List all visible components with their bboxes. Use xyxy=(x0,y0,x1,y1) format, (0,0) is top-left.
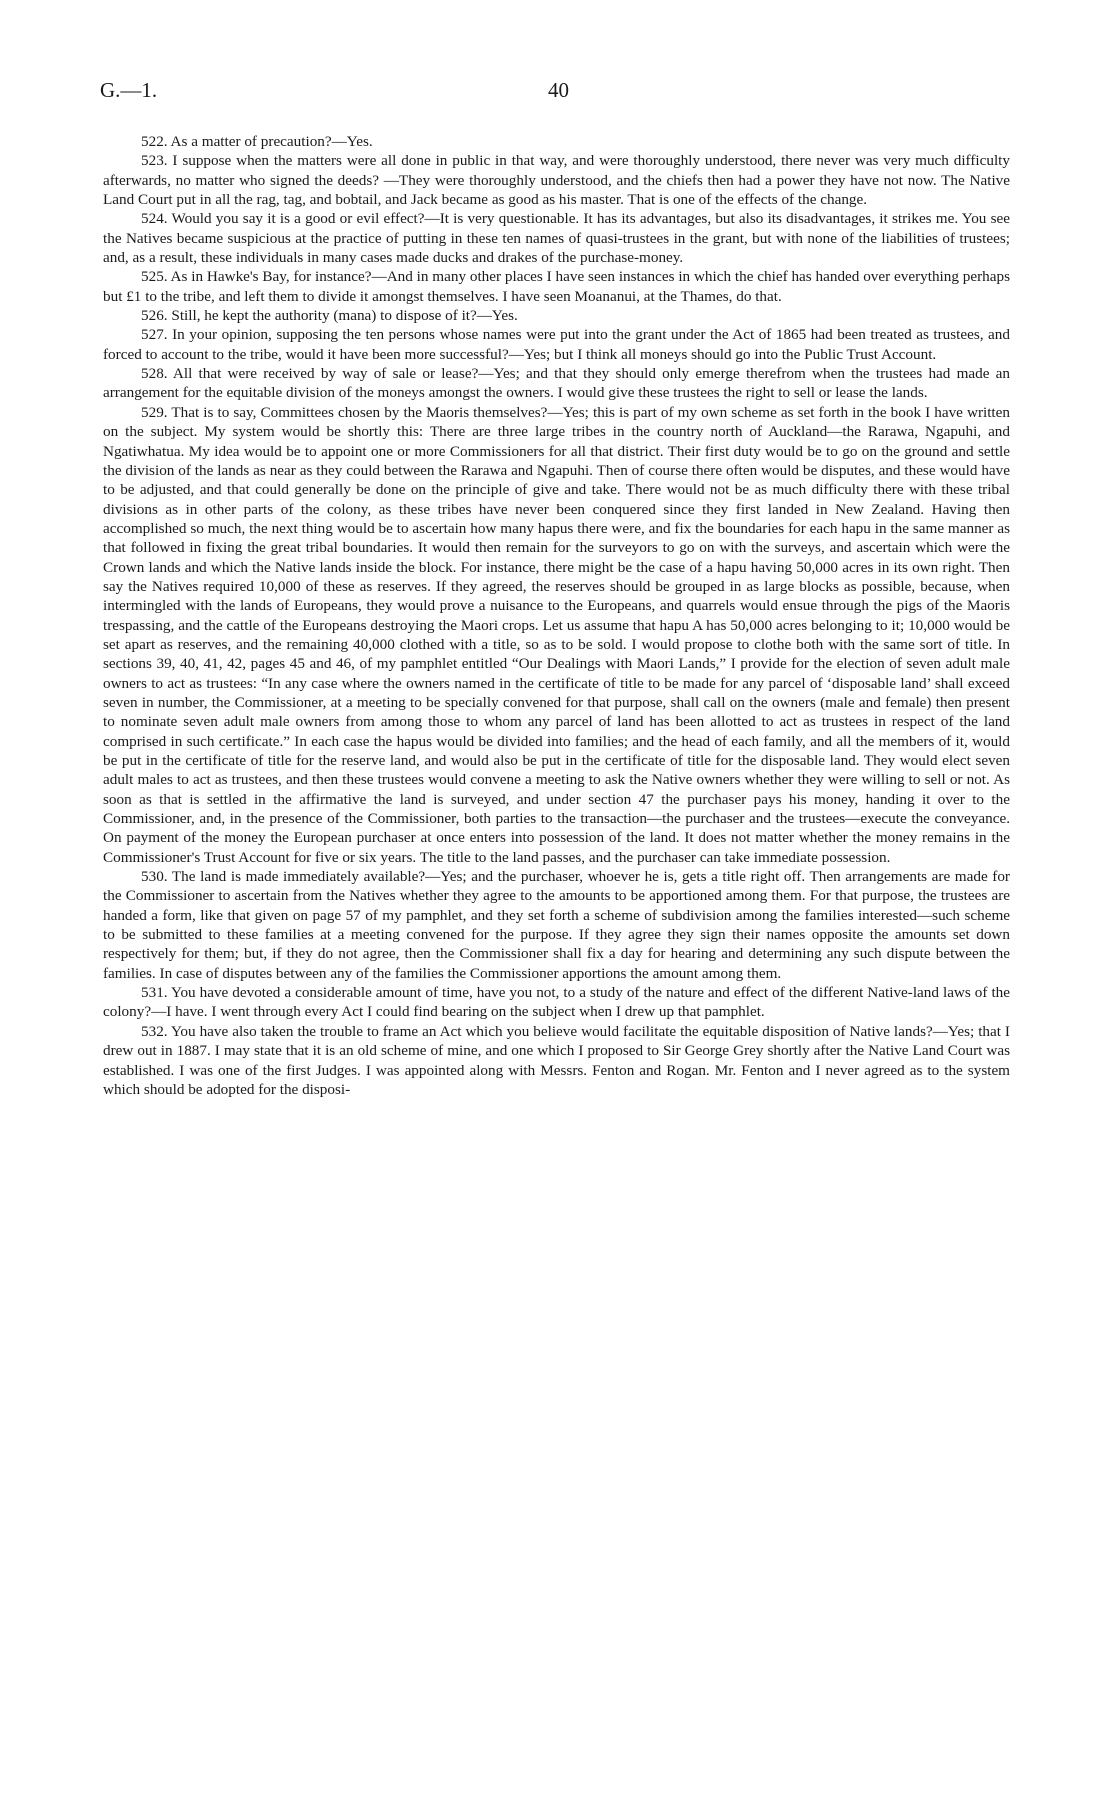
paragraph-530: 530. The land is made immediately available?—Yes; and the purchaser, whoever he is, gets a title right off. Then arrangements are made for the Commissioner to ascertain from the Natives whether they agree to the amounts to be apportioned among them. For that purpose, the trustees are handed a form, like that given on page 57 of my pamphlet, and they set forth a scheme of subdivision among the families interested—such scheme to be submitted to these families at a meeting convened for the purpose. If they agree they sign their names opposite the amounts set down respectively for them; but, if they do not agree, then the Commissioner shall fix a day for hearing and determining any such dispute between the families. In case of disputes between any of the families the Commissioner apportions the amount among them. xyxy=(103,868,1010,982)
page-id: G.—1. xyxy=(100,78,158,102)
body-text xyxy=(103,132,1010,1099)
paragraph-529: 529. That is to say, Committees chosen by the Maoris themselves?—Yes; this is part of my own scheme as set forth in the book I have written on the subject. My system would be shortly this: There are three large tribes in the country north of Auckland—the Rarawa, Ngapuhi, and Ngatiwhatua. My idea would be to appoint one or more Commissioners for all that district. Their first duty would be to go on the ground and settle the division of the lands as near as they could between the Rarawa and Ngapuhi. Then of course there often would be disputes, and these would have to be adjusted, and that could generally be done on the principle of give and take. There would not be as much difficulty there with these tribal divisions as in other parts of the colony, as these tribes have never been conquered since they first landed in New Zealand. Having then accomplished so much, the next thing would be to ascertain how many hapus there were, and fix the boundaries for each hapu in the same manner as that followed in fixing the great tribal boundaries. It would then remain for the surveyors to go on with the surveys, and ascertain which were the Crown lands and which the Native lands inside the block. For instance, there might be the case of a hapu having 50,000 acres in its own right. Then say the Natives required 10,000 of these as reserves. If they agreed, the reserves should be grouped in as large blocks as possible, because, when intermingled with the lands of Europeans, they would prove a nuisance to the Europeans, and quarrels would ensue through the pigs of the Maoris trespassing, and the cattle of the Europeans destroying the Maori crops. Let us assume that hapu A has 50,000 acres belonging to it; 10,000 would be set apart as reserves, and the remaining 40,000 clothed with a title, so as to be sold. I would propose to clothe both with the same sort of title. In sections 39, 40, 41, 42, pages 45 and 46, of my pamphlet entitled “Our Dealings with Maori Lands,” I provide for the election of seven adult male owners to act as trustees: “In any case where the owners named in the certificate of title to be made for any parcel of ‘disposable land’ shall exceed seven in number, the Commissioner, at a meeting to be specially convened for that purpose, shall call on the owners (male and female) then present to nominate seven adult male owners from among those to whom any parcel of land has been allotted to act as trustees in respect of the land comprised in such certificate.” In each case the hapus would be divided into families; and the head of each family, and all the members of it, would be put in the certificate of title for the reserve land, and would also be put in the certificate of title for the disposable land. They would elect seven adult males to act as trustees, and then these trustees would convene a meeting to ask the Native owners whether they were willing to sell or not. As soon as that is settled in the affirmative the land is surveyed, and under section 47 the purchaser pays his money, handing it over to the Commissioner, and, in the presence of the Commissioner, both parties to the transaction—the purchaser and the trustees—execute the conveyance. On payment of the money the European purchaser at once enters into possession of the land. It does not matter whether the money remains in the Commissioner's Trust Account for five or six years. The title to the land passes, and the purchaser can take immediate possession. xyxy=(103,403,1010,866)
paragraph-523: 523. I suppose when the matters were all done in public in that way, and were thoroughly understood, there never was very much difficulty afterwards, no matter who signed the deeds? —They were thoroughly understood, and the chiefs then had a power they have not now. The Native Land Court put in all the rag, tag, and bobtail, and Jack became as good as his master. That is one of the effects of the change. xyxy=(103,152,1010,209)
paragraph-527: 527. In your opinion, supposing the ten persons whose names were put into the grant under the Act of 1865 had been treated as trustees, and forced to account to the tribe, would it have been more successful?—Yes; but I think all moneys should go into the Public Trust Account. xyxy=(103,326,1010,363)
page-number: 40 xyxy=(548,78,569,102)
paragraph-522: 522. As a matter of precaution?—Yes. xyxy=(141,133,373,150)
paragraph-524: 524. Would you say it is a good or evil effect?—It is very questionable. It has its advantages, but also its disadvantages, it strikes me. You see the Natives became suspicious at the practice of putting in these ten names of quasi-trustees in the grant, but with none of the liabilities of trustees; and, as a result, these individuals in many cases made ducks and drakes of the purchase-money. xyxy=(103,210,1010,267)
page-header xyxy=(100,78,1010,108)
paragraph-525: 525. As in Hawke's Bay, for instance?—And in many other places I have seen instances in which the chief has handed over everything perhaps but £1 to the tribe, and left them to divide it amongst themselves. I have seen Moananui, at the Thames, do that. xyxy=(103,268,1010,305)
paragraph-531: 531. You have devoted a considerable amount of time, have you not, to a study of the nature and effect of the different Native-land laws of the colony?—I have. I went through every Act I could find bearing on the subject when I drew up that pamphlet. xyxy=(103,984,1010,1021)
paragraph-528: 528. All that were received by way of sale or lease?—Yes; and that they should only emerge therefrom when the trustees had made an arrangement for the equitable division of the moneys amongst the owners. I would give these trustees the right to sell or lease the lands. xyxy=(103,365,1010,402)
paragraph-526: 526. Still, he kept the authority (mana) to dispose of it?—Yes. xyxy=(141,307,518,325)
paragraph-532: 532. You have also taken the trouble to frame an Act which you believe would facilitate the equitable disposition of Native lands?—Yes; that I drew out in 1887. I may state that it is an old scheme of mine, and one which I proposed to Sir George Grey shortly after the Native Land Court was established. I was one of the first Judges. I was appointed along with Messrs. Fenton and Rogan. Mr. Fenton and I never agreed as to the system which should be adopted for the disposi- xyxy=(103,1022,1010,1098)
